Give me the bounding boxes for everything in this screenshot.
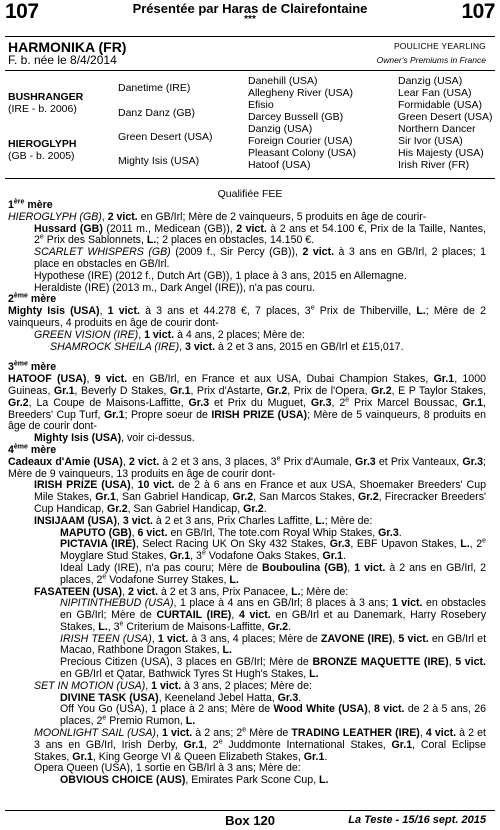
section-heading: 1ère mère: [8, 198, 53, 211]
category-label: POULICHE YEARLING: [393, 41, 486, 51]
sale-place-date: La Teste - 15/16 sept. 2015: [348, 814, 486, 826]
note-paragraph: SCARLET WHISPERS (GB) (2009 f., Sir Percy (GB)), 2 vict. à 3 ans en GB/Irl, 2 places; 1 place en obstacles en GB/Irl.: [34, 246, 486, 270]
pedigree-gen3: Foreign Courier (USA): [248, 135, 353, 147]
horse-name: HARMONIKA (FR): [8, 39, 127, 55]
sire-name: BUSHRANGER: [8, 91, 84, 103]
pedigree-bottom-rule: [5, 178, 495, 179]
pedigree-gen3: Danzig (USA): [248, 123, 313, 135]
section-heading: 2ème mère: [8, 292, 57, 306]
dam-info: (GB - b. 2005): [8, 150, 75, 162]
note-paragraph: MAPUTO (GB), 6 vict. en GB/Irl, The tote.com Royal Whip Stakes, Gr.3.: [60, 526, 402, 539]
pedigree-gen3: Hatoof (USA): [248, 159, 311, 171]
pedigree-gen4: Lear Fan (USA): [398, 87, 472, 99]
premiums-label: Owner's Premiums in France: [376, 55, 486, 65]
section-heading: 3ème mère: [8, 360, 57, 374]
lot-number-left: 107: [5, 0, 39, 23]
note-paragraph: GREEN VISION (IRE), 1 vict. à 4 ans, 2 places; Mère de:: [34, 328, 305, 341]
pedigree-gen4: Formidable (USA): [398, 99, 483, 111]
section-heading: 4ème mère: [8, 443, 57, 456]
note-paragraph: PICTAVIA (IRE), Select Racing UK On Sky 432 Stakes, Gr.3, EBF Upavon Stakes, L., 2e Moyglare Stud Stakes, Gr.1, 3e Vodafone Oaks Stakes, Gr.1.: [60, 537, 487, 563]
pedigree-gen4: Sir Ivor (USA): [398, 135, 463, 147]
note-paragraph: INSIJAAM (USA), 3 vict. à 2 et 3 ans, Prix Charles Laffitte, L.; Mère de:: [34, 514, 373, 527]
note-paragraph: Heraldiste (IRE) (2013 m., Dark Angel (IRE)), n'a pas couru.: [34, 281, 316, 294]
pedigree-top-rule: [5, 70, 495, 71]
note-paragraph: Mighty Isis (USA), voir ci-dessus.: [34, 432, 195, 445]
qualification: Qualifiée FEE: [217, 188, 283, 200]
note-paragraph: Hussard (GB) (2011 m., Medicean (GB)), 2 vict. à 2 ans et 54.100 €, Prix de la Taille, Nantes, 2e Prix des Sablonnets, L.; 2 places en obstacles, 14.150 €.: [34, 222, 486, 247]
pedigree-gen4: Irish River (FR): [398, 159, 470, 171]
note-paragraph: Ideal Lady (IRE), n'a pas couru; Mère de Bouboulina (GB), 1 vict. à 2 ans en GB/Irl, 2 places, 2e Vodafone Surrey Stakes, L.: [60, 561, 486, 586]
pedigree-gen4: Northern Dancer: [398, 123, 476, 135]
box-number: Box 120: [225, 813, 275, 828]
note-paragraph: Precious Citizen (USA), 3 places en GB/Irl; Mère de BRONZE MAQUETTE (IRE), 5 vict. en GB/Irl et Qatar, Bathwick Tyres St Hugh's Stakes, L.: [60, 656, 486, 681]
note-paragraph: HATOOF (USA), 9 vict. en GB/Irl, en France et aux USA, Dubai Champion Stakes, Gr.1, 1000 Guineas, Gr.1, Beverly D Stakes, Gr.1, Prix d'Astarte, Gr.2, Prix de l'Opera, Gr.2, E P Taylor Stakes, Gr.2, La Coupe de Maisons-Laffitte, Gr.3 et Prix du Muguet, Gr.3, 2e Prix Marcel Boussac, Gr.1, Breeders' Cup Turf, Gr.1; Propre soeur de IRISH PRIZE (USA); Mère de 5 vainqueurs, 8 produits en âge de courir dont-: [8, 373, 486, 433]
note-paragraph: DIVINE TASK (USA), Keeneland Jebel Hatta, Gr.3.: [60, 691, 302, 704]
note-paragraph: IRISH PRIZE (USA), 10 vict. de 2 à 6 ans en France et aux USA, Shoemaker Breeders' Cup Mile Stakes, Gr.1, San Gabriel Handicap, Gr.2, San Marcos Stakes, Gr.2, Firecracker Breeders' Cup Handicap, Gr.2, San Gabriel Handicap, Gr.2.: [34, 479, 487, 515]
note-paragraph: IRISH TEEN (USA), 1 vict. à 3 ans, 4 places; Mère de ZAVONE (IRE), 5 vict. en GB/Irl et Macao, Rathbone Dragon Stakes, L.: [60, 632, 487, 657]
note-paragraph: Hypothese (IRE) (2012 f., Dutch Art (GB)), 1 place à 3 ans, 2015 en Allemagne.: [34, 269, 407, 282]
lot-number-right: 107: [461, 0, 495, 23]
pedigree-table: [0, 73, 500, 183]
note-paragraph: Off You Go (USA), 1 place à 2 ans; Mère de Wood White (USA), 8 vict. de 2 à 5 ans, 26 places, 2e Premio Rumon, L.: [60, 703, 486, 728]
dam-name: HIEROGLYPH: [8, 138, 77, 150]
note-paragraph: SHAMROCK SHEILA (IRE), 3 vict. à 2 et 3 ans, 2015 en GB/Irl et £15,017.: [50, 340, 404, 353]
footer-rule: [5, 810, 495, 811]
note-paragraph: FASATEEN (USA), 2 vict. à 2 et 3 ans, Prix Panacee, L.; Mère de:: [34, 585, 349, 598]
note-paragraph: OBVIOUS CHOICE (AUS), Emirates Park Scone Cup, L.: [60, 774, 329, 787]
header-rule: [5, 36, 495, 37]
pedigree-gen3: Danehill (USA): [248, 75, 318, 87]
pedigree-gen3: Darcey Bussell (GB): [248, 111, 344, 123]
note-paragraph: HIEROGLYPH (GB), 2 vict. en GB/Irl; Mère de 2 vainqueurs, 5 produits en âge de courir-: [8, 210, 427, 223]
note-paragraph: Cadeaux d'Amie (USA), 2 vict. à 2 et 3 ans, 3 places, 3e Prix d'Aumale, Gr.3 et Prix Vanteaux, Gr.3; Mère de 9 vainqueurs, 13 produits en âge de courir dont-: [8, 455, 486, 480]
note-paragraph: MOONLIGHT SAIL (USA), 1 vict. à 2 ans; 2e Mère de TRADING LEATHER (IRE), 4 vict. à 2 et 3 ans en GB/Irl, Irish Derby, Gr.1, 2e Juddmonte International Stakes, Gr.1, Coral Eclipse Stakes, Gr.1, King George VI & Queen Elizabeth Stakes, Gr.1.: [34, 726, 486, 763]
presenter-title: Présentée par Haras de Clairefontaine: [132, 1, 368, 16]
pedigree-gen2: Danetime (IRE): [118, 82, 191, 94]
note-paragraph: NIPITINTHEBUD (USA), 1 place à 4 ans en GB/Irl; 8 places à 3 ans; 1 vict. en obstacles en GB/Irl; Mère de CURTAIL (IRE), 4 vict. en GB/Irl et au Danemark, Harry Rosebery Stakes, L., 3e Criterium de Maisons-Laffitte, Gr.2.: [60, 597, 487, 633]
pedigree-gen4: Green Desert (USA): [398, 111, 493, 123]
pedigree-gen2: Green Desert (USA): [118, 131, 213, 143]
note-paragraph: SET IN MOTION (USA), 1 vict. à 3 ans, 2 places; Mère de:: [34, 679, 312, 692]
pedigree-gen2: Mighty Isis (USA): [118, 155, 200, 167]
pedigree-gen4: Danzig (USA): [398, 75, 463, 87]
pedigree-gen3: Allegheny River (USA): [248, 87, 354, 99]
note-paragraph: Mighty Isis (USA), 1 vict. à 3 ans et 44.278 €, 7 places, 3e Prix de Thiberville, L.; Mère de 2 vainqueurs, 4 produits en âge de courir dont-: [8, 304, 486, 329]
family-notes: [8, 200, 486, 787]
pedigree-gen4: His Majesty (USA): [398, 147, 484, 159]
horse-description: F. b. née le 8/4/2014: [8, 53, 117, 67]
note-paragraph: Opera Queen (USA), 1 sortie en GB/Irl à 3 ans; Mère de:: [34, 762, 301, 775]
pedigree-gen2: Danz Danz (GB): [118, 107, 196, 119]
sire-info: (IRE - b. 2006): [8, 103, 77, 115]
stars: ***: [244, 14, 256, 25]
pedigree-gen3: Pleasant Colony (USA): [248, 147, 356, 159]
pedigree-gen3: Efisio: [248, 99, 274, 111]
